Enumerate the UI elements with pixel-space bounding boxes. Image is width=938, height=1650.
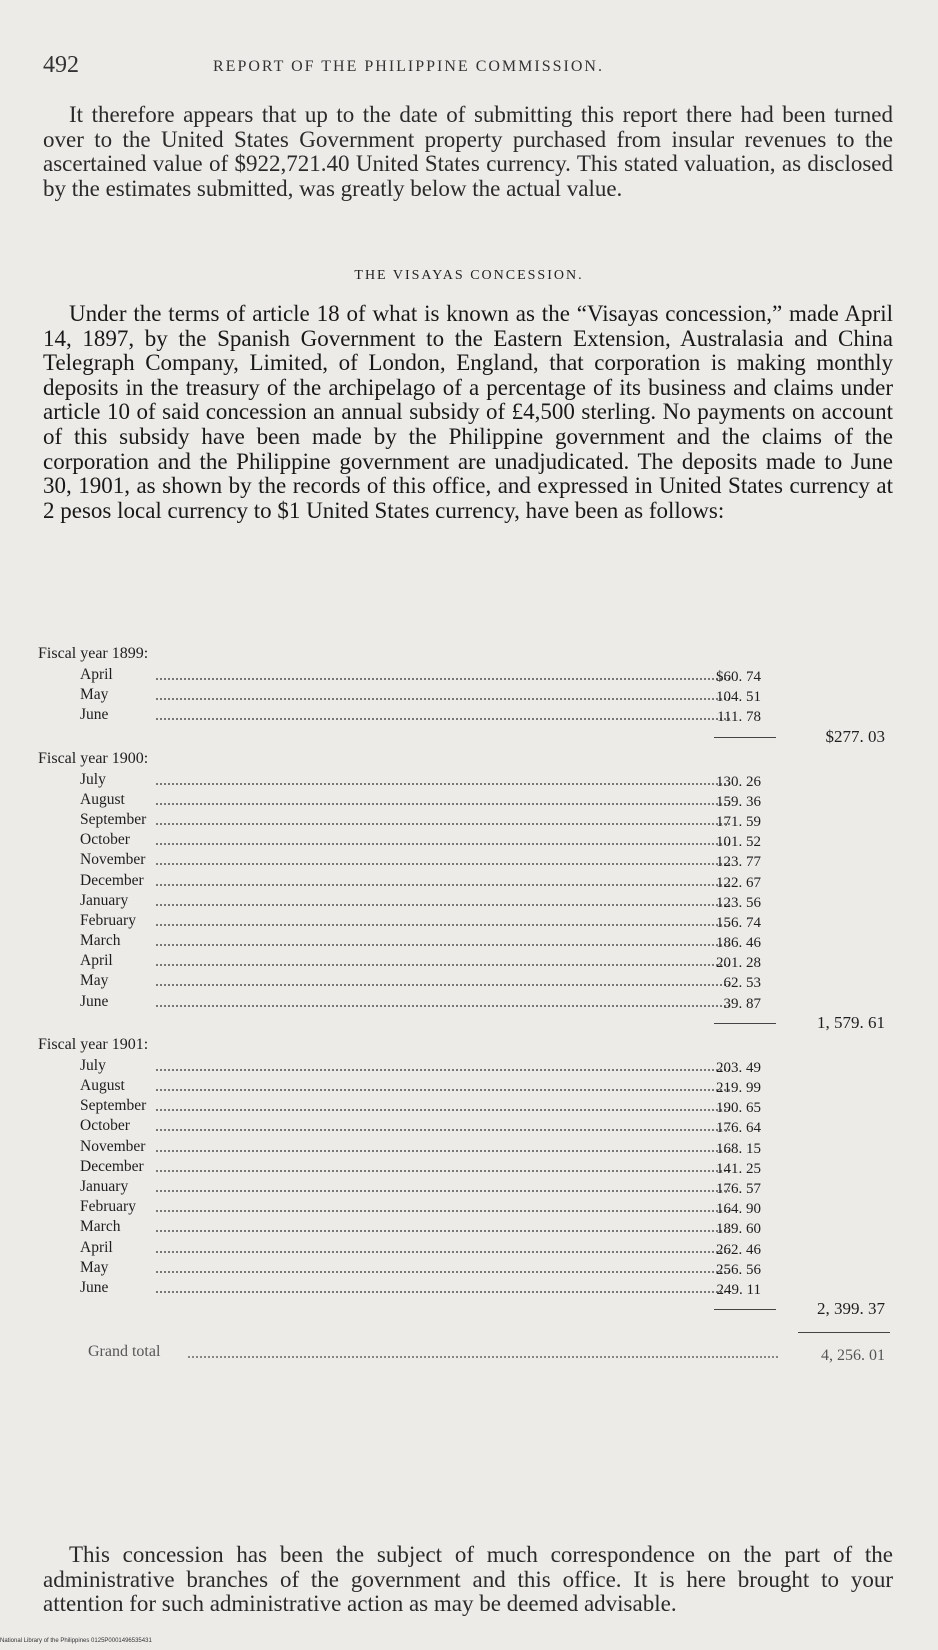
grand-total-value: 4, 256. 01 [821, 1347, 885, 1365]
dot-leader [156, 1129, 730, 1131]
dot-leader [156, 964, 730, 966]
month-label: February [80, 911, 136, 929]
ledger-row [38, 705, 898, 725]
dot-leader [156, 783, 730, 785]
deposit-amount: 122. 67 [716, 874, 761, 891]
month-label: May [80, 686, 109, 704]
ledger-row [38, 1076, 898, 1096]
fiscal-year-subtotal: 1, 579. 61 [817, 1012, 885, 1032]
ledger-row [38, 770, 898, 790]
fiscal-year-heading: Fiscal year 1899: [38, 645, 149, 662]
deposit-amount: 171. 59 [716, 813, 761, 830]
ledger-row [38, 891, 898, 911]
subtotal-rule [714, 1309, 776, 1310]
deposit-amount: $60. 74 [716, 669, 761, 685]
month-label: January [80, 1177, 129, 1195]
dot-leader [156, 944, 730, 946]
subtotal-row [38, 1298, 898, 1320]
deposit-amount: 123. 56 [716, 894, 761, 911]
dot-leader [156, 1109, 730, 1111]
page-header [43, 52, 903, 82]
dot-leader [156, 1150, 730, 1152]
dot-leader [156, 1230, 730, 1232]
month-label: December [80, 1157, 144, 1175]
grand-total-row [38, 1340, 898, 1364]
month-label: October [80, 831, 130, 849]
deposits-ledger [38, 643, 898, 1364]
month-label: June [80, 1278, 109, 1296]
dot-leader [156, 1291, 730, 1293]
fiscal-year-group [38, 748, 898, 1034]
dot-leader [156, 843, 730, 845]
ledger-row [38, 931, 898, 951]
ledger-row [38, 951, 898, 971]
grand-total-rule [798, 1332, 890, 1333]
fiscal-year-subtotal: 2, 399. 37 [817, 1299, 885, 1319]
deposit-amount: 159. 36 [716, 793, 761, 810]
month-label: June [80, 992, 109, 1010]
subtotal-rule [714, 737, 776, 738]
month-label: November [80, 1137, 146, 1155]
month-label: March [80, 932, 121, 950]
ledger-row [38, 790, 898, 810]
deposit-amount: 176. 64 [716, 1120, 761, 1137]
ledger-row [38, 992, 898, 1012]
ledger-row [38, 1278, 898, 1298]
fiscal-year-subtotal: $277. 03 [825, 726, 885, 746]
deposit-amount: 62. 53 [723, 975, 761, 992]
ledger-row [38, 971, 898, 991]
deposit-amount: 111. 78 [717, 709, 761, 726]
ledger-row [38, 1217, 898, 1237]
ledger-row [38, 665, 898, 685]
deposit-amount: 156. 74 [716, 914, 761, 931]
month-label: May [80, 972, 109, 990]
dot-leader [156, 718, 730, 720]
ledger-row [38, 850, 898, 870]
month-label: February [80, 1198, 136, 1216]
dot-leader [156, 1271, 730, 1273]
dot-leader [156, 924, 730, 926]
dot-leader [156, 678, 730, 680]
ledger-row [38, 810, 898, 830]
ledger-row [38, 1056, 898, 1076]
deposit-amount: 249. 11 [716, 1281, 761, 1298]
deposit-amount: 190. 65 [716, 1100, 761, 1117]
dot-leader [156, 1069, 730, 1071]
deposit-amount: 104. 51 [716, 689, 761, 706]
dot-leader [188, 1356, 778, 1358]
deposit-amount: 186. 46 [716, 935, 761, 952]
dot-leader [156, 1210, 730, 1212]
month-label: September [80, 810, 147, 828]
month-label: April [80, 1238, 113, 1256]
ledger-row [38, 1238, 898, 1258]
ledger-row [38, 911, 898, 931]
fiscal-year-heading: Fiscal year 1900: [38, 749, 149, 767]
deposit-amount: 256. 56 [716, 1261, 761, 1278]
library-credit: National Library of the Philippines 0125P0001496535431 [0, 1638, 152, 1644]
subtotal-rule [714, 1023, 776, 1024]
ledger-row [38, 1116, 898, 1136]
dot-leader [156, 904, 730, 906]
month-label: July [80, 770, 106, 788]
month-label: August [80, 1077, 125, 1094]
month-label: November [80, 851, 146, 869]
month-label: October [80, 1117, 130, 1135]
month-label: March [80, 1218, 121, 1236]
dot-leader [156, 803, 730, 805]
month-label: January [80, 891, 129, 909]
running-title: REPORT OF THE PHILIPPINE COMMISSION. [213, 58, 604, 75]
month-label: December [80, 871, 144, 889]
deposit-amount: 123. 77 [716, 854, 761, 871]
grand-total-rule-row [38, 1320, 898, 1340]
ledger-row [38, 1197, 898, 1217]
deposit-amount: 262. 46 [716, 1241, 761, 1258]
concession-paragraph: Under the terms of article 18 of what is known as the “Visayas concession,” made April 14, 1897, by the Spanish Government to the Eastern Extension, Australasia and China Telegraph Company, Limited, of London, England, that corporation is making monthly deposits in the treasury of the archipelago of a percentage of its business and claims under article 10 of said concession an annual subsidy of £4,500 sterling. No payments on account of this subsidy have been made by the Philippine government and the claims of the corporation and the Philippine government are unadjudicated. The deposits made to June 30, 1901, as shown by the records of this office, and expressed in United States currency at 2 pesos local currency to $1 United States currency, have been as follows: [43, 301, 893, 523]
ledger-row [38, 1157, 898, 1177]
closing-paragraph: This concession has been the subject of much correspondence on the part of the administrative branches of the government and this office. It is here brought to your attention for such administrative action as may be deemed advisable. [43, 1542, 893, 1617]
month-label: May [80, 1258, 109, 1276]
deposit-amount: 189. 60 [716, 1221, 761, 1238]
deposit-amount: 141. 25 [716, 1160, 761, 1177]
month-label: September [80, 1097, 147, 1115]
dot-leader [156, 984, 730, 986]
subtotal-row [38, 1012, 898, 1034]
intro-paragraph: It therefore appears that up to the date of submitting this report there had been turned over to the United States Government property purchased from insular revenues to the ascertained value of $922,721.40 United States currency. This stated valuation, as disclosed by the estimates submitted, was greatly below the actual value. [43, 102, 893, 201]
month-label: July [80, 1056, 106, 1074]
dot-leader [156, 1005, 730, 1007]
ledger-row [38, 871, 898, 891]
page-number: 492 [43, 52, 79, 78]
deposit-amount: 101. 52 [716, 834, 761, 851]
grand-total-label: Grand total [88, 1343, 161, 1361]
dot-leader [156, 823, 730, 825]
deposit-amount: 39. 87 [723, 995, 761, 1012]
dot-leader [156, 863, 730, 865]
ledger-row [38, 1258, 898, 1278]
subtotal-row [38, 726, 898, 748]
ledger-row [38, 1177, 898, 1197]
deposit-amount: 164. 90 [716, 1201, 761, 1218]
deposit-amount: 176. 57 [716, 1180, 761, 1197]
deposit-amount: 130. 26 [716, 773, 761, 790]
ledger-row [38, 830, 898, 850]
month-label: April [80, 666, 113, 683]
deposit-amount: 219. 99 [716, 1080, 761, 1096]
ledger-row [38, 685, 898, 705]
month-label: August [80, 790, 125, 808]
dot-leader [156, 1190, 730, 1192]
dot-leader [156, 698, 730, 700]
dot-leader [156, 1251, 730, 1253]
month-label: April [80, 952, 113, 970]
fiscal-year-heading: Fiscal year 1901: [38, 1035, 149, 1053]
month-label: June [80, 706, 109, 724]
deposit-amount: 203. 49 [716, 1059, 761, 1076]
fiscal-year-group [38, 1034, 898, 1320]
ledger-row [38, 1096, 898, 1116]
fiscal-year-group [38, 643, 898, 748]
deposit-amount: 201. 28 [716, 955, 761, 972]
dot-leader [156, 1170, 730, 1172]
section-heading: THE VISAYAS CONCESSION. [354, 268, 584, 283]
deposit-amount: 168. 15 [716, 1140, 761, 1157]
dot-leader [156, 1089, 730, 1091]
dot-leader [156, 884, 730, 886]
ledger-row [38, 1137, 898, 1157]
